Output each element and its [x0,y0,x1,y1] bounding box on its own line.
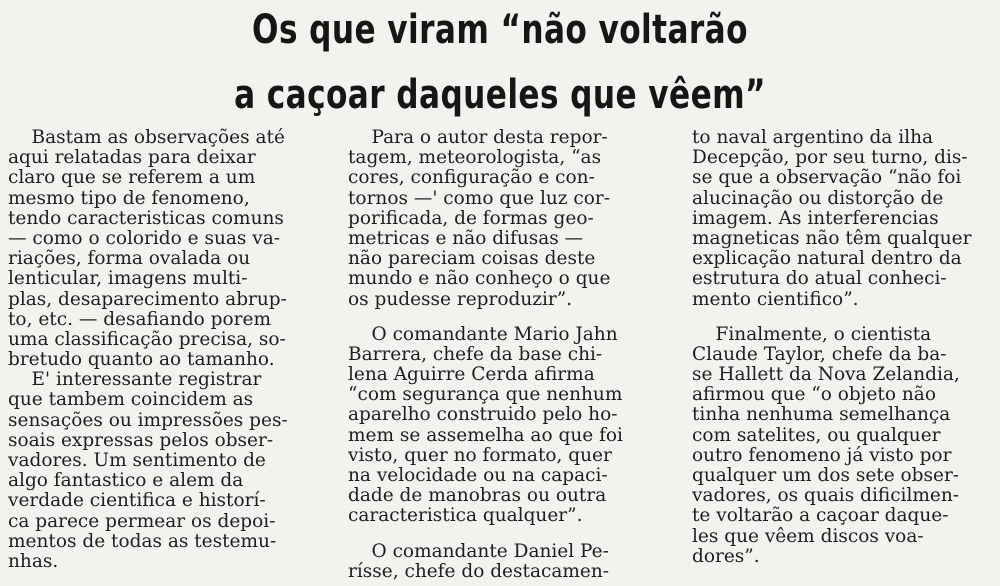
article-paragraph [8,128,308,572]
text-line: O comandante Daniel Pe- [348,541,609,562]
headline-line-1: Os que viram “não voltarão [252,7,748,53]
text-line: to, etc. — desafiando porem [8,309,271,330]
text-line: explicação natural dentro da [692,249,962,270]
text-line: Claude Taylor, chefe da ba- [692,344,947,365]
text-line: cores, configuração e con- [348,168,595,189]
text-line: Bastam as observações até [8,128,285,148]
text-line: vadores, os quais dificilmen- [692,486,960,507]
text-line: riações, forma ovalada ou [8,249,251,270]
text-line: dade de manobras ou outra [348,486,607,507]
text-line: Barrera, chefe da base chi- [348,344,603,365]
text-line: Para o autor desta repor- [348,128,608,148]
column-3 [692,128,994,567]
column-2 [348,128,648,582]
text-line: se Hallett da Nova Zelandia, [692,365,960,386]
text-line: sensações ou impressões pes- [8,410,288,431]
text-line: nhas. [8,551,59,572]
text-line: mesmo tipo de fenomeno, [8,188,250,209]
article-paragraph [348,542,648,582]
headline-line-2: a caçoar daqueles que vêem” [234,72,766,118]
article-paragraph [692,325,994,567]
text-line: mem se assemelha ao que foi [348,425,623,446]
text-line: se que a observação “não foi [692,168,962,189]
text-line: metricas e não difusas — [348,228,584,249]
text-line: to naval argentino da ilha [692,128,934,148]
text-line: afirmou que “o objeto não [692,385,936,406]
text-line: — como o colorido e suas va- [8,228,281,249]
text-line: aqui relatadas para deixar [8,148,256,169]
text-line: visto, quer no formato, quer [348,445,612,466]
paragraph-gap [348,527,648,542]
text-line: imagem. As interferencias [692,208,939,229]
text-line: les que vêem discos voa- [692,526,924,547]
text-line: Decepção, por seu turno, dis- [692,148,968,169]
text-line: Finalmente, o cientista [692,324,932,345]
text-line: que tambem coincidem as [8,390,254,411]
text-line: claro que se referem a um [8,168,256,189]
text-line: O comandante Mario Jahn [348,324,618,345]
text-line: ca parece permear os depoi- [8,511,276,532]
text-line: porificada, de formas geo- [348,208,594,229]
text-line: os pudesse reproduzir”. [348,289,573,310]
paragraph-gap [348,310,648,325]
text-line: tornos —' como que luz cor- [348,188,611,209]
text-line: te voltarão a caçoar daque- [692,506,949,527]
text-line: lena Aguirre Cerda afirma [348,365,595,386]
text-line: magneticas não têm qualquer [692,228,972,249]
text-line: E' interessante registrar [8,370,262,391]
text-line: caracteristica qualquer”. [348,506,583,527]
text-line: vadores. Um sentimento de [8,451,266,471]
text-line: alucinação ou distorção de [692,188,944,209]
column-1 [8,128,308,572]
text-line: aparelho construido pelo ho- [348,405,618,426]
text-line: na velocidade ou na capaci- [348,466,608,486]
article-paragraph [348,325,648,527]
text-line: estrutura do atual conheci- [692,269,947,290]
text-line: com satelites, ou qualquer [692,425,941,446]
text-line: não pareciam coisas deste [348,249,596,270]
text-line: qualquer um dos sete obser- [692,466,960,486]
text-line: plas, desaparecimento abrup- [8,289,287,310]
text-line: bretudo quanto ao tamanho. [8,350,275,371]
text-line: uma classificação precisa, so- [8,329,286,350]
text-line: verdade cientifica e historí- [8,491,266,512]
text-line: tendo caracteristicas comuns [8,208,284,229]
text-line: “com segurança que nenhum [348,385,623,406]
text-line: mento cientifico”. [692,289,859,310]
text-line: outro fenomeno já visto por [692,445,952,466]
text-line: soais expressas pelos obser- [8,430,274,451]
text-line: tinha nenhuma semelhança [692,405,951,426]
text-line: tagem, meteorologista, “as [348,148,602,169]
article-paragraph [692,128,994,310]
text-line: rísse, chefe do destacamen- [348,561,610,582]
text-line: algo fantastico e alem da [8,471,244,492]
article-paragraph [348,128,648,310]
paragraph-gap [692,310,994,325]
text-line: dores”. [692,546,760,567]
text-line: mundo e não conheço o que [348,269,611,290]
text-line: lenticular, imagens multi- [8,269,248,290]
text-line: mentos de todas as testemu- [8,531,277,552]
